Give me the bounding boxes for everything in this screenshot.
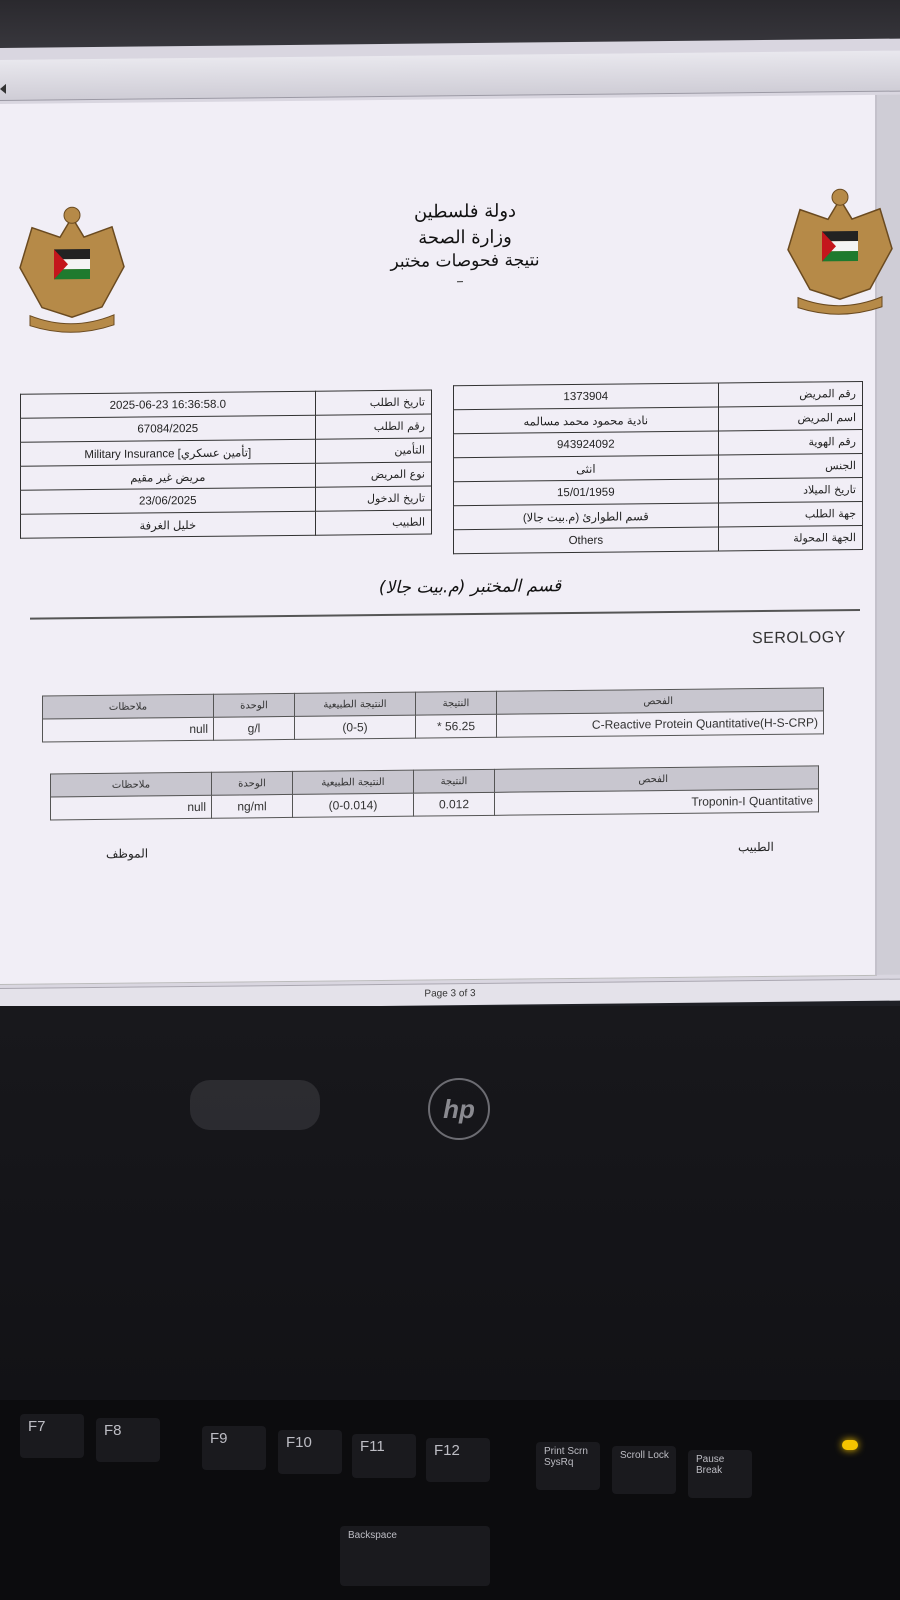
result-test-name: C-Reactive Protein Quantitative(H-S-CRP) — [497, 711, 824, 737]
insurance-value: Military Insurance [تأمين عسكري] — [21, 439, 316, 466]
requesting-unit-value: قسم الطوارئ (م.بيت جالا) — [454, 503, 719, 530]
request-number-value: 67084/2025 — [21, 415, 316, 442]
result-notes: null — [51, 795, 212, 820]
admission-date-label: تاريخ الدخول — [315, 486, 431, 511]
key-f10[interactable]: F10 — [278, 1430, 342, 1474]
gender-value: انثى — [454, 455, 719, 482]
header-report-title: نتيجة فحوصات مختبر — [390, 250, 540, 272]
request-date-label: تاريخ الطلب — [315, 390, 431, 415]
key-f12[interactable]: F12 — [426, 1438, 490, 1482]
requesting-unit-label: جهة الطلب — [718, 501, 862, 527]
keyboard — [0, 1400, 900, 1600]
header-state: دولة فلسطين — [413, 200, 517, 223]
doctor-value: خليل الغرفة — [21, 511, 316, 538]
employee-signature-label: الموظف — [106, 846, 149, 861]
admission-date-value: 23/06/2025 — [21, 487, 316, 514]
patient-type-value: مريض غير مقيم — [21, 463, 316, 490]
patient-number-value: 1373904 — [454, 383, 719, 410]
result-value: * 56.25 — [416, 714, 497, 738]
birth-date-label: تاريخ الميلاد — [718, 477, 862, 503]
patient-number-label: رقم المريض — [718, 381, 862, 407]
table-row — [454, 525, 863, 553]
patient-type-label: نوع المريض — [315, 462, 431, 487]
surface-glare — [190, 1080, 320, 1130]
key-f7[interactable]: F7 — [20, 1414, 84, 1458]
toolbar-arrow-icon[interactable] — [0, 84, 6, 94]
table-row — [21, 510, 432, 538]
insurance-label: التأمين — [315, 438, 431, 463]
result-unit: ng/ml — [212, 794, 293, 818]
page-indicator: Page 3 of 3 — [424, 988, 476, 1000]
referring-party-value: Others — [454, 527, 719, 554]
col-test-header: الفحص — [495, 766, 819, 792]
request-number-label: رقم الطلب — [315, 414, 431, 439]
screen — [0, 39, 900, 1038]
id-number-label: رقم الهوية — [718, 429, 862, 455]
doctor-label: الطبيب — [315, 510, 431, 535]
patient-name-label: اسم المريض — [718, 405, 862, 431]
request-info-table — [20, 389, 432, 538]
col-notes-header: ملاحظات — [43, 694, 214, 719]
result-notes: null — [43, 717, 214, 742]
col-normal-header: النتيجة الطبيعية — [295, 692, 416, 716]
col-unit-header: الوحدة — [214, 693, 295, 717]
key-f9[interactable]: F9 — [202, 1426, 266, 1470]
result-table-troponin — [50, 765, 819, 820]
patient-name-value: نادية محمود محمد مسالمه — [454, 407, 719, 434]
col-normal-header: النتيجة الطبيعية — [293, 770, 414, 794]
header-ministry: وزارة الصحة — [418, 226, 512, 249]
id-number-value: 943924092 — [454, 431, 719, 458]
result-test-name: Troponin-I Quantitative — [495, 789, 819, 815]
key-print-screen[interactable]: Print Scrn SysRq — [536, 1442, 600, 1490]
col-unit-header: الوحدة — [212, 771, 293, 795]
key-f8[interactable]: F8 — [96, 1418, 160, 1462]
result-normal-range: (0-5) — [295, 715, 416, 739]
key-pause-break[interactable]: Pause Break — [688, 1450, 752, 1498]
report-viewer-toolbar — [0, 51, 900, 101]
result-table-crp — [42, 687, 824, 742]
col-notes-header: ملاحظات — [51, 772, 212, 797]
section-title: SEROLOGY — [752, 629, 846, 648]
col-result-header: النتيجة — [416, 691, 497, 715]
request-date-value: 2025-06-23 16:36:58.0 — [21, 391, 316, 418]
patient-info-table — [453, 381, 863, 554]
key-scroll-lock[interactable]: Scroll Lock — [612, 1446, 676, 1494]
key-f11[interactable]: F11 — [352, 1434, 416, 1478]
result-normal-range: (0-0.014) — [293, 793, 414, 817]
gender-label: الجنس — [718, 453, 862, 479]
caps-indicator-led — [842, 1440, 858, 1450]
lab-department-title: قسم المختبر (م.بيت جالا) — [378, 576, 562, 599]
hp-logo-icon: hp — [428, 1078, 490, 1140]
palestine-emblem-right-icon — [780, 179, 900, 320]
result-unit: g/l — [214, 716, 295, 740]
col-test-header: الفحص — [497, 688, 824, 714]
key-backspace[interactable]: Backspace — [340, 1526, 490, 1586]
birth-date-value: 15/01/1959 — [454, 479, 719, 506]
result-value: 0.012 — [414, 792, 495, 816]
referring-party-label: الجهة المحولة — [718, 525, 862, 551]
palestine-emblem-left-icon — [12, 197, 132, 338]
col-result-header: النتيجة — [414, 769, 495, 793]
header-dash — [457, 281, 463, 282]
doctor-signature-label: الطبيب — [738, 839, 774, 855]
